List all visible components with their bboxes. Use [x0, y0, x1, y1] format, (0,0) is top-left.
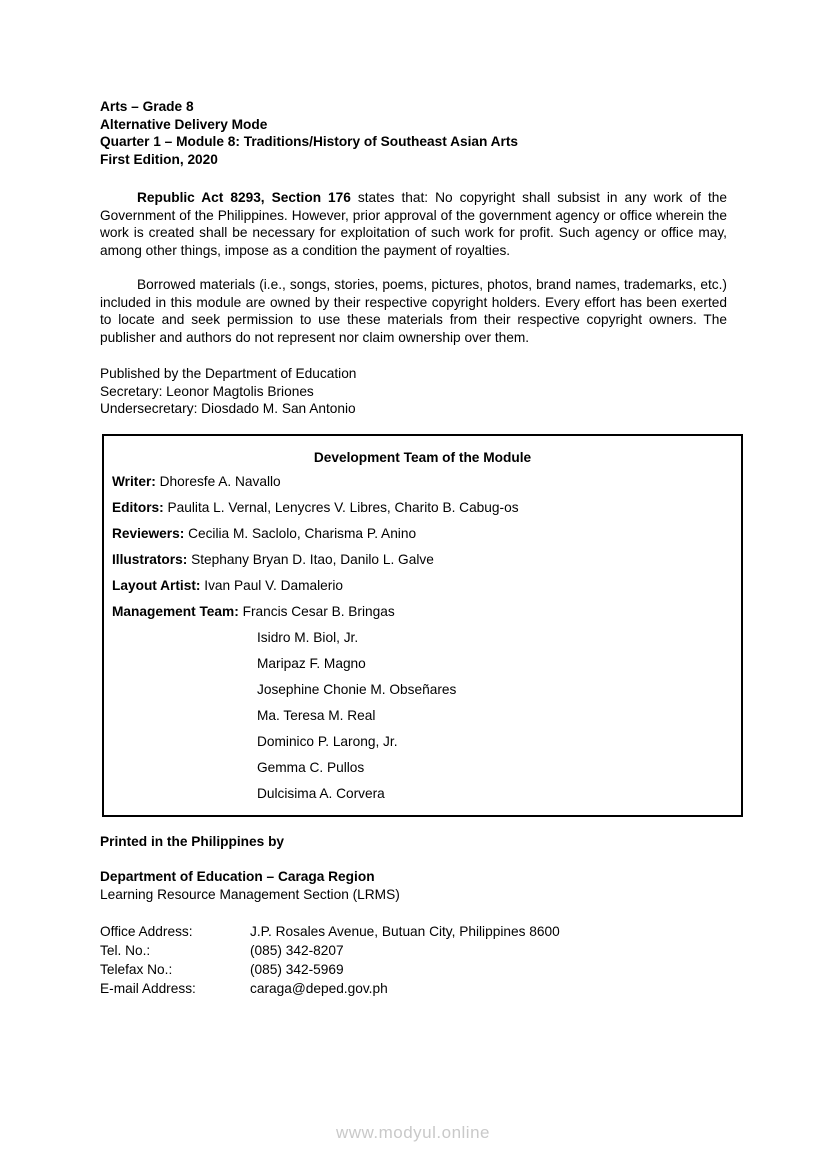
management-member: Ma. Teresa M. Real [257, 707, 376, 723]
reviewers-row [112, 521, 733, 547]
illustrators-value: Stephany Bryan D. Itao, Danilo L. Galve [191, 551, 434, 567]
illustrators-row [112, 547, 733, 573]
editors-label: Editors: [112, 499, 164, 515]
published-by-block [100, 365, 727, 418]
publisher-block [100, 868, 727, 903]
email-address-value: caraga@deped.gov.ph [250, 981, 388, 996]
layout-artist-value: Ivan Paul V. Damalerio [204, 577, 344, 593]
publisher-name: Department of Education – Caraga Region [100, 869, 375, 884]
writer-label: Writer: [112, 473, 156, 489]
writer-row [112, 469, 733, 495]
secretary-line: Secretary: Leonor Magtolis Briones [100, 383, 314, 399]
printed-in-philippines-line: Printed in the Philippines by [100, 833, 285, 849]
email-address-label: E-mail Address: [100, 981, 196, 996]
writer-value: Dhoresfe A. Navallo [159, 473, 281, 489]
management-team-row [112, 599, 733, 625]
management-team-lead: Francis Cesar B. Bringas [242, 603, 395, 619]
tel-no-row [100, 941, 727, 960]
undersecretary-line: Undersecretary: Diosdado M. San Antonio [100, 401, 356, 416]
borrowed-materials-paragraph: Borrowed materials (i.e., songs, stories, poems, pictures, photos, brand names, trademarks, etc.) included in this module are owned by their respective copyright holders. Every effort has been exerted to locate and seek permission to use these materials from their respective copyright owners. The publisher and authors do not represent nor claim ownership over them. [100, 277, 727, 345]
office-address-value: J.P. Rosales Avenue, Butuan City, Philippines 8600 [250, 924, 560, 939]
management-member: Maripaz F. Magno [257, 655, 366, 671]
reviewers-value: Cecilia M. Saclolo, Charisma P. Anino [188, 525, 417, 541]
layout-artist-row [112, 573, 733, 599]
published-by-line: Published by the Department of Education [100, 366, 357, 381]
publisher-section: Learning Resource Management Section (LRMS) [100, 886, 400, 902]
watermark-text: www.modyul.online [335, 1123, 490, 1142]
tel-no-label: Tel. No.: [100, 943, 151, 958]
management-member: Josephine Chonie M. Obseñares [257, 681, 457, 697]
module-edition-line: First Edition, 2020 [100, 151, 218, 167]
management-team-label: Management Team: [112, 603, 239, 619]
copyright-paragraph [100, 189, 727, 259]
tel-no-value: (085) 342-8207 [250, 943, 344, 958]
editors-row [112, 495, 733, 521]
telefax-no-label: Telefax No.: [100, 962, 173, 977]
development-team-box [102, 434, 743, 817]
module-quarter-line: Quarter 1 – Module 8: Traditions/History of Southeast Asian Arts [100, 134, 519, 149]
copyright-act-reference: Republic Act 8293, Section 176 [137, 190, 351, 205]
development-team-title: Development Team of the Module [313, 449, 532, 465]
management-member: Gemma C. Pullos [257, 759, 365, 775]
management-member: Dulcisima A. Corvera [257, 785, 385, 801]
illustrators-label: Illustrators: [112, 551, 188, 567]
copyright-paragraph-text: states that: No copyright shall subsist in any work of the Government of the Philippines. However, prior approval of the government agency or office wherein the work is created shall be necessary for exploitation of such work for profit. Such agency or office may, among other things, impose as a condition the payment of royalties. [100, 190, 727, 258]
telefax-no-value: (085) 342-5969 [250, 962, 344, 977]
module-subject-line: Arts – Grade 8 [100, 99, 194, 114]
telefax-no-row [100, 960, 727, 979]
management-member: Isidro M. Biol, Jr. [257, 629, 359, 645]
office-address-label: Office Address: [100, 924, 193, 939]
module-title-block [100, 98, 727, 168]
email-address-row [100, 979, 727, 998]
management-member: Dominico P. Larong, Jr. [257, 733, 398, 749]
office-address-row [100, 922, 727, 941]
module-mode-line: Alternative Delivery Mode [100, 116, 268, 132]
editors-value: Paulita L. Vernal, Lenycres V. Libres, Charito B. Cabug-os [167, 499, 519, 515]
layout-artist-label: Layout Artist: [112, 577, 201, 593]
reviewers-label: Reviewers: [112, 525, 185, 541]
contact-block [100, 922, 727, 998]
